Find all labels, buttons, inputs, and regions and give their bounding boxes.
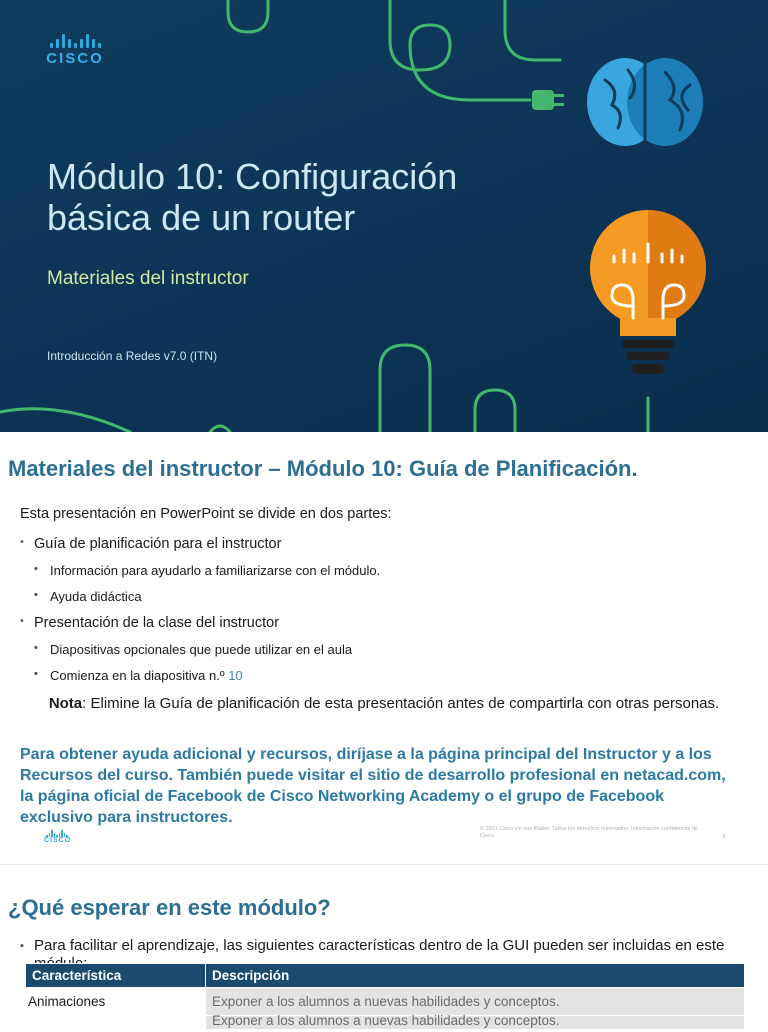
list-item: • Información para ayudarlo a familiarizarse con el módulo. <box>20 563 740 589</box>
brain-icon <box>587 58 703 146</box>
cisco-bars-icon <box>40 32 110 48</box>
list-item: • Guía de planificación para el instructor <box>20 536 740 563</box>
start-slide-link[interactable]: 10 <box>228 668 243 683</box>
description-cell: Exponer a los alumnos a nuevas habilidades y conceptos. <box>206 988 745 1016</box>
table-row <box>26 1016 745 1030</box>
table-header-row <box>26 964 745 988</box>
column-header: Característica <box>26 964 206 988</box>
intro-bullet: ▪ Para facilitar el aprendizaje, las siguientes características dentro de la GUI pueden ser incluidas en este <box>20 937 748 961</box>
features-table <box>25 963 745 1030</box>
intro-text: Esta presentación en PowerPoint se divide en dos partes: <box>20 506 392 522</box>
page-number: 3 <box>722 834 726 840</box>
description-cell <box>206 1013 745 1030</box>
presentation-title: Módulo 10: Configuración básica de un router <box>47 156 458 238</box>
cisco-wordmark: CISCO <box>44 837 72 844</box>
presentation-subtitle: Materiales del instructor <box>47 268 249 289</box>
cisco-logo-small <box>44 830 70 844</box>
cisco-bars-icon <box>44 830 70 837</box>
start-slide-label: Comienza en la diapositiva n.º <box>50 668 225 683</box>
list-item <box>20 668 740 690</box>
note-label: Nota <box>48 695 83 712</box>
cisco-logo <box>40 32 110 67</box>
module-expectations-slide <box>0 864 768 1028</box>
column-header: Descripción <box>206 964 745 988</box>
help-text: Para obtener ayuda adicional y recursos, diríjase a la página principal del Instructor y a los Recursos del curso. También puede visitar el sitio de desarrollo profesional en netacad.com, la página oficial de Facebook de Cisco Networking Academy o el grupo de Facebook exclusivo para instructores. <box>20 746 726 826</box>
cisco-wordmark: CISCO <box>46 50 104 67</box>
planning-guide-slide <box>0 432 768 864</box>
parts-list <box>20 536 740 690</box>
list-item: • Presentación de la clase del instructor <box>20 615 740 642</box>
lightbulb-icon <box>590 210 706 374</box>
description-text: Exponer a los alumnos a nuevas habilidades y conceptos. <box>212 1013 560 1028</box>
feature-cell <box>26 1016 206 1030</box>
feature-cell: Animaciones <box>26 988 206 1016</box>
copyright-footer: © 2021 Cisco y/o sus filiales. Todos los derechos reservados. Información confidencial de Cisco <box>480 826 698 839</box>
title-slide <box>0 0 768 432</box>
slide-title: ¿Qué esperar en este módulo? <box>8 895 331 920</box>
list-item: • Diapositivas opcionales que puede utilizar en el aula <box>20 642 740 668</box>
list-item: • Ayuda didáctica <box>20 589 740 615</box>
slide-title: Materiales del instructor – Módulo 10: Guía de Planificación. <box>8 456 638 481</box>
note-body: : Elimine la Guía de planificación de esta presentación antes de compartirla con otras personas. <box>82 695 720 712</box>
plug-icon <box>532 90 564 110</box>
course-name: Introducción a Redes v7.0 (ITN) <box>47 349 218 363</box>
note-text <box>20 694 748 714</box>
